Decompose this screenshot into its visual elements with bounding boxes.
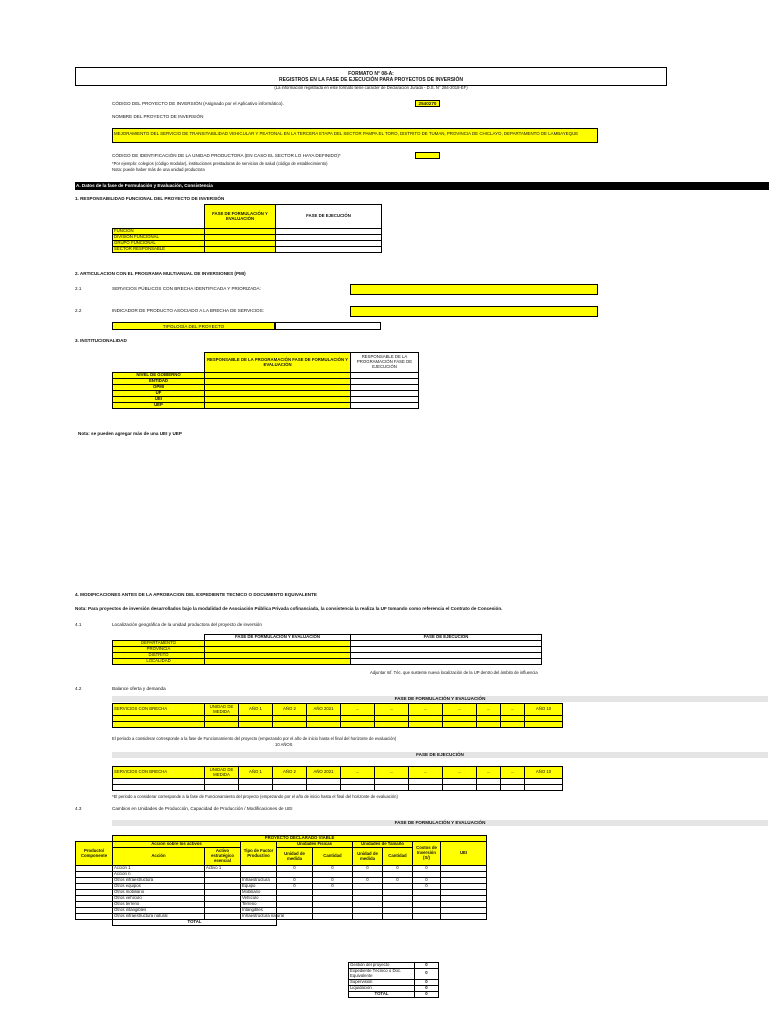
bal-fe-cell[interactable] xyxy=(525,722,563,728)
bal-ej-header: ... xyxy=(443,767,477,779)
bal-fe-header: AÑO 1 xyxy=(239,704,273,716)
project-code-value[interactable]: 2540270 xyxy=(415,100,440,107)
s43-h-accion: Acción xyxy=(113,848,205,866)
location-table xyxy=(112,634,542,665)
s2-2-label: INDICADOR DE PRODUCTO ASOCIADO A LA BRECHA DE SERVICIOS: xyxy=(112,308,264,313)
s42-ej-title: FASE DE EJECUCIÓN xyxy=(112,752,768,758)
summary-label: Supervisión xyxy=(349,979,415,985)
summary-value: 0 xyxy=(415,985,439,991)
bal-ej-header: AÑO 2 xyxy=(273,767,307,779)
tipologia-label: TIPOLOGÍA DEL PROYECTO xyxy=(112,322,275,330)
resp-col-fe: FASE DE FORMULACIÓN Y EVALUACIÓN xyxy=(205,205,276,229)
bal-fe-cell[interactable] xyxy=(205,722,239,728)
inst-row-label: UEI xyxy=(113,397,205,403)
section-4-title: 4. MODIFICACIONES ANTES DE LA APROBACION DEL EXPEDIENTE TECNICO O DOCUMENTO EQUIVALENTE xyxy=(75,592,317,597)
inst-col-ej: RESPONSABLE DE LA PROGRAMACIÓN FASE DE EJECUCIÓN xyxy=(351,353,419,373)
s42-num: 4.2 xyxy=(75,686,82,691)
bal-fe-header: SERVICIOS CON BRECHA xyxy=(113,704,205,716)
inst-row-label: UEP xyxy=(113,403,205,409)
production-table xyxy=(75,835,487,926)
inst-row-label: OPMI xyxy=(113,385,205,391)
bal-ej-cell[interactable] xyxy=(205,785,239,791)
s43-h-utam: Unidades de Tamaño xyxy=(353,842,413,848)
format-subtitle: REGISTROS EN LA FASE DE EJECUCIÓN PARA PROYECTOS DE INVERSIÓN xyxy=(279,76,463,83)
prod-cell-accion[interactable]: Otros infraestructura xyxy=(113,878,205,884)
prod-cell-accion[interactable]: Otros vehículo xyxy=(113,896,205,902)
unit-code-value[interactable] xyxy=(415,152,440,159)
prod-cell-accion[interactable]: Otros infraestructura natural xyxy=(113,914,205,920)
bal-ej-header: ... xyxy=(501,767,525,779)
inst-col-fe: RESPONSABLE DE LA PROGRAMACIÓN FASE DE FORMULACIÓN Y EVALUACIÓN xyxy=(205,353,351,373)
prod-cell-tipo[interactable]: Intangibles xyxy=(241,908,277,914)
bal-ej-header: ... xyxy=(477,767,501,779)
bal-ej-cell[interactable] xyxy=(341,785,375,791)
bal-ej-header: AÑO 1 xyxy=(239,767,273,779)
loc-row-label: DISTRITO xyxy=(113,653,205,659)
bal-fe-cell[interactable] xyxy=(409,722,443,728)
prod-cell-costo[interactable]: 0 xyxy=(413,884,441,890)
s43-total-label: TOTAL xyxy=(113,920,277,926)
prod-cell-tipo[interactable]: Equipo xyxy=(241,884,277,890)
prod-cell-accion[interactable]: Acción n xyxy=(113,872,205,878)
prod-cell-um2[interactable]: 0 xyxy=(353,866,383,872)
bal-ej-cell[interactable] xyxy=(113,785,205,791)
format-title: FORMATO N° 08-A: xyxy=(348,71,394,77)
bal-ej-header: SERVICIOS CON BRECHA xyxy=(113,767,205,779)
bal-ej-cell[interactable] xyxy=(239,785,273,791)
resp-row-label: GRUPO FUNCIONAL xyxy=(113,241,205,247)
s43-h-cant2: Cantidad xyxy=(383,848,413,866)
s41-num: 4.1 xyxy=(75,622,82,627)
prod-cell-um[interactable]: 0 xyxy=(277,878,313,884)
s43-h-um: Unidad de medida xyxy=(277,848,313,866)
bal-ej-cell[interactable] xyxy=(307,785,341,791)
loc-cell-ej[interactable] xyxy=(351,659,542,665)
prod-cell-costo[interactable]: 0 xyxy=(413,878,441,884)
bal-fe-cell[interactable] xyxy=(477,722,501,728)
loc-cell-fe[interactable] xyxy=(205,659,351,665)
section-a-title: A. Datos de la fase de Formulación y Evaluación, Consistencia xyxy=(75,182,769,190)
bal-ej-cell[interactable] xyxy=(525,785,563,791)
prod-cell-cant2[interactable]: 0 xyxy=(383,866,413,872)
s42-label: Balance oferta y demanda xyxy=(112,686,166,691)
s43-h-costo: Costos de Inversión (S/) xyxy=(413,842,441,866)
tipologia-value[interactable] xyxy=(275,322,381,330)
resp-row-label: FUNCIÓN xyxy=(113,229,205,235)
bal-fe-header: AÑO 2021 xyxy=(307,704,341,716)
prod-cell-accion[interactable]: Otros terreno xyxy=(113,902,205,908)
bal-fe-cell[interactable] xyxy=(273,722,307,728)
loc-row-label: PROVINCIA xyxy=(113,647,205,653)
s43-h-cant: Cantidad xyxy=(313,848,353,866)
inst-row-label: UF xyxy=(113,391,205,397)
prod-cell-accion[interactable]: Otros equipos xyxy=(113,884,205,890)
bal-ej-cell[interactable] xyxy=(443,785,477,791)
unit-code-label: CÓDIGO DE IDENTIFICACIÓN DE LA UNIDAD PRODUCTORA (EN CASO EL SECTOR LO HAYA DEFINIDO)* xyxy=(112,153,341,158)
bal-fe-cell[interactable] xyxy=(341,722,375,728)
summary-row xyxy=(349,969,439,980)
resp-cell-ej[interactable] xyxy=(276,247,382,253)
prod-cell-um[interactable]: 0 xyxy=(277,866,313,872)
prod-cell-activo[interactable]: Activo 1 xyxy=(205,866,241,872)
prod-cell-tipo[interactable]: Vehículo xyxy=(241,896,277,902)
bal-ej-header: ... xyxy=(341,767,375,779)
summary-value: 0 xyxy=(415,979,439,985)
loc-col-ej: FASE DE EJECUCION xyxy=(351,635,542,641)
bal-fe-cell[interactable] xyxy=(443,722,477,728)
inst-cell-ej[interactable] xyxy=(351,403,419,409)
s43-h-producto: Producto/ Componente xyxy=(76,842,113,866)
s43-fe-title: FASE DE FORMULACIÓN Y EVALUACIÓN xyxy=(112,820,768,826)
bal-fe-cell[interactable] xyxy=(113,722,205,728)
bal-fe-cell[interactable] xyxy=(375,722,409,728)
unit-note-2: Nota: puede haber más de una unidad productora xyxy=(112,167,205,172)
s43-h-um2: Unidad de medida xyxy=(353,848,383,866)
resp-cell-fe[interactable] xyxy=(205,247,276,253)
s43-h-uei: UEI xyxy=(441,842,487,866)
s2-1-value[interactable] xyxy=(350,284,598,295)
prod-cell-cant2[interactable]: 0 xyxy=(383,878,413,884)
s43-h-accion-activos: Acción sobre los activos xyxy=(113,842,241,848)
bal-fe-header: UNIDAD DE MEDIDA xyxy=(205,704,239,716)
summary-table xyxy=(348,962,439,998)
summary-total-label: TOTAL xyxy=(349,991,415,997)
inst-cell-fe[interactable] xyxy=(205,403,351,409)
bal-ej-header: ... xyxy=(409,767,443,779)
s43-num: 4.3 xyxy=(75,806,82,811)
bal-fe-cell[interactable] xyxy=(307,722,341,728)
summary-label: Gestión del proyecto xyxy=(349,963,415,969)
bal-ej-cell[interactable] xyxy=(501,785,525,791)
section-3-title: 3. INSTITUCIONALIDAD xyxy=(75,338,127,343)
section-1-title: 1. RESPONSABILIDAD FUNCIONAL DEL PROYECTO DE INVERSIÓN xyxy=(75,196,225,201)
prod-cell-accion[interactable]: Otros intangibles xyxy=(113,908,205,914)
prod-cell-cant[interactable]: 0 xyxy=(313,884,353,890)
bal-fe-header: AÑO 10 xyxy=(525,704,563,716)
balance-ej-table xyxy=(112,766,563,791)
bal-ej-header: ... xyxy=(375,767,409,779)
s42-note-2: *El periodo a considerar corresponde a la fase de Funcionamiento del proyecto (empezando por el año de inicio hasta el final del horizonte de evaluación) xyxy=(112,794,398,799)
format-header-box xyxy=(75,67,667,86)
summary-label: Liquidación xyxy=(349,985,415,991)
resp-row-label: SECTOR RESPONSABLE xyxy=(113,247,205,253)
s2-1-num: 2.1 xyxy=(75,286,82,291)
loc-col-fe: FASE DE FORMULACION Y EVALUACIÓN xyxy=(205,635,351,641)
unit-note-1: *Por ejemplo: colegios (código modular), instituciones prestadoras de servicios de salud (código de establecimiento) xyxy=(112,161,328,166)
prod-cell-costo[interactable]: 0 xyxy=(413,866,441,872)
prod-cell-um2[interactable]: 0 xyxy=(353,878,383,884)
s42-years: 10 AÑOS xyxy=(275,742,293,747)
header-note: (La información registrada en este formato tiene carácter de Declaración Jurada - D.S. N° 284-2018-EF) xyxy=(274,85,468,90)
s43-proj-title: PROYECTO DECLARADO VIABLE xyxy=(113,836,487,842)
inst-row-label: NIVEL DE GOBIERNO xyxy=(113,373,205,379)
section-4-note: Nota: Para proyectos de inversión desarrollados bajo la modalidad de Asociación Pública Privada cofinanciada, la consistencia la realiza la UF tomando como referencia el Contrato de Concesión. xyxy=(75,606,503,611)
prod-cell-tipo[interactable]: Infraestructura natural xyxy=(242,913,285,919)
balance-fe-table xyxy=(112,703,563,728)
bal-fe-cell[interactable] xyxy=(239,722,273,728)
summary-total-value: 0 xyxy=(415,991,439,997)
project-name-value[interactable]: MEJORAMIENTO DEL SERVICIO DE TRANSITABILIDAD VEHICULAR Y PEATONAL EN LA TERCERA ETAPA DEL SECTOR PAMPA EL TORO, DISTRITO DE TUMAN, PROVINCIA DE CHICLAYO, DEPARTAMENTO DE LAMBAYEQUE xyxy=(112,128,598,143)
s42-note-1: El periodo a considerar corresponde a la fase de Funcionamiento del proyecto (empezando por el año de inicio hasta el final del horizonte de evaluación) xyxy=(112,736,397,741)
s42-fe-title: FASE DE FORMULACIÓN Y EVALUACIÓN xyxy=(112,696,768,702)
bal-fe-cell[interactable] xyxy=(501,722,525,728)
bal-ej-header: AÑO 10 xyxy=(525,767,563,779)
bal-fe-header: ... xyxy=(375,704,409,716)
prod-cell-cant[interactable]: 0 xyxy=(313,878,353,884)
resp-row-label: DIVISIÓN FUNCIONAL xyxy=(113,235,205,241)
bal-ej-cell[interactable] xyxy=(477,785,501,791)
loc-row-label: DEPARTAMENTO xyxy=(113,641,205,647)
prod-cell-tipo[interactable]: Infraestructura xyxy=(241,878,277,884)
prod-cell-accion[interactable]: Acción 1 xyxy=(113,866,205,872)
prod-cell-accion[interactable]: Otros mobiliario xyxy=(113,890,205,896)
summary-label: Expediente Técnico o Doc. Equivalente xyxy=(349,969,415,980)
s43-h-activo: Activo estratégico esencial xyxy=(205,848,241,866)
s2-2-num: 2.2 xyxy=(75,308,82,313)
s43-label: Cambios en Unidades de Producción, Capacidad de Producción / Modificaciones de UEI xyxy=(112,806,293,811)
s41-label: Localización geográfica de la unidad productora del proyecto de inversión xyxy=(112,622,262,627)
resp-col-ej: FASE DE EJECUCIÓN xyxy=(276,205,382,229)
bal-ej-cell[interactable] xyxy=(409,785,443,791)
section-2-title: 2. ARTICULACION CON EL PROGRAMA MULTIANUAL DE INVERSIONES (PMI) xyxy=(75,271,246,276)
prod-cell-tipo[interactable]: Terreno xyxy=(241,902,277,908)
bal-ej-cell[interactable] xyxy=(273,785,307,791)
s2-1-label: SERVICIOS PÚBLICOS CON BRECHA IDENTIFICADA Y PRIORIZADA: xyxy=(112,286,261,291)
bal-ej-header: AÑO 2021 xyxy=(307,767,341,779)
institutionality-note: Nota: se pueden agregar más de una UEI y UEP xyxy=(78,431,182,436)
bal-fe-header: ... xyxy=(501,704,525,716)
bal-fe-header: ... xyxy=(477,704,501,716)
bal-fe-header: ... xyxy=(341,704,375,716)
summary-value: 0 xyxy=(415,963,439,969)
bal-fe-header: ... xyxy=(443,704,477,716)
bal-ej-header: UNIDAD DE MEDIDA xyxy=(205,767,239,779)
prod-cell-cant[interactable]: 0 xyxy=(313,866,353,872)
bal-fe-header: ... xyxy=(409,704,443,716)
project-code-label: CÓDIGO DEL PROYECTO DE INVERSIÓN (Asignado por el Aplicativo informático). xyxy=(112,101,284,106)
inst-row-label: ENTIDAD xyxy=(113,379,205,385)
location-note: Adjuntar Inf. Téc. que sustente nueva localización de la UP dentro del ámbito de influencia xyxy=(370,670,538,675)
project-name-label: NOMBRE DEL PROYECTO DE INVERSIÓN xyxy=(112,114,204,119)
bal-ej-cell[interactable] xyxy=(375,785,409,791)
s43-h-ufis: Unidades Físicas xyxy=(277,842,353,848)
loc-row-label: LOCALIDAD xyxy=(113,659,205,665)
s2-2-value[interactable] xyxy=(350,306,598,317)
summary-value: 0 xyxy=(415,969,439,980)
prod-cell-tipo[interactable]: Mobiliario xyxy=(241,890,277,896)
responsibility-table xyxy=(112,204,382,253)
s43-h-tipo: Tipo de Factor Productivo xyxy=(241,842,277,866)
prod-cell-um[interactable]: 0 xyxy=(277,884,313,890)
institutionality-table xyxy=(112,352,419,409)
bal-fe-header: AÑO 2 xyxy=(273,704,307,716)
